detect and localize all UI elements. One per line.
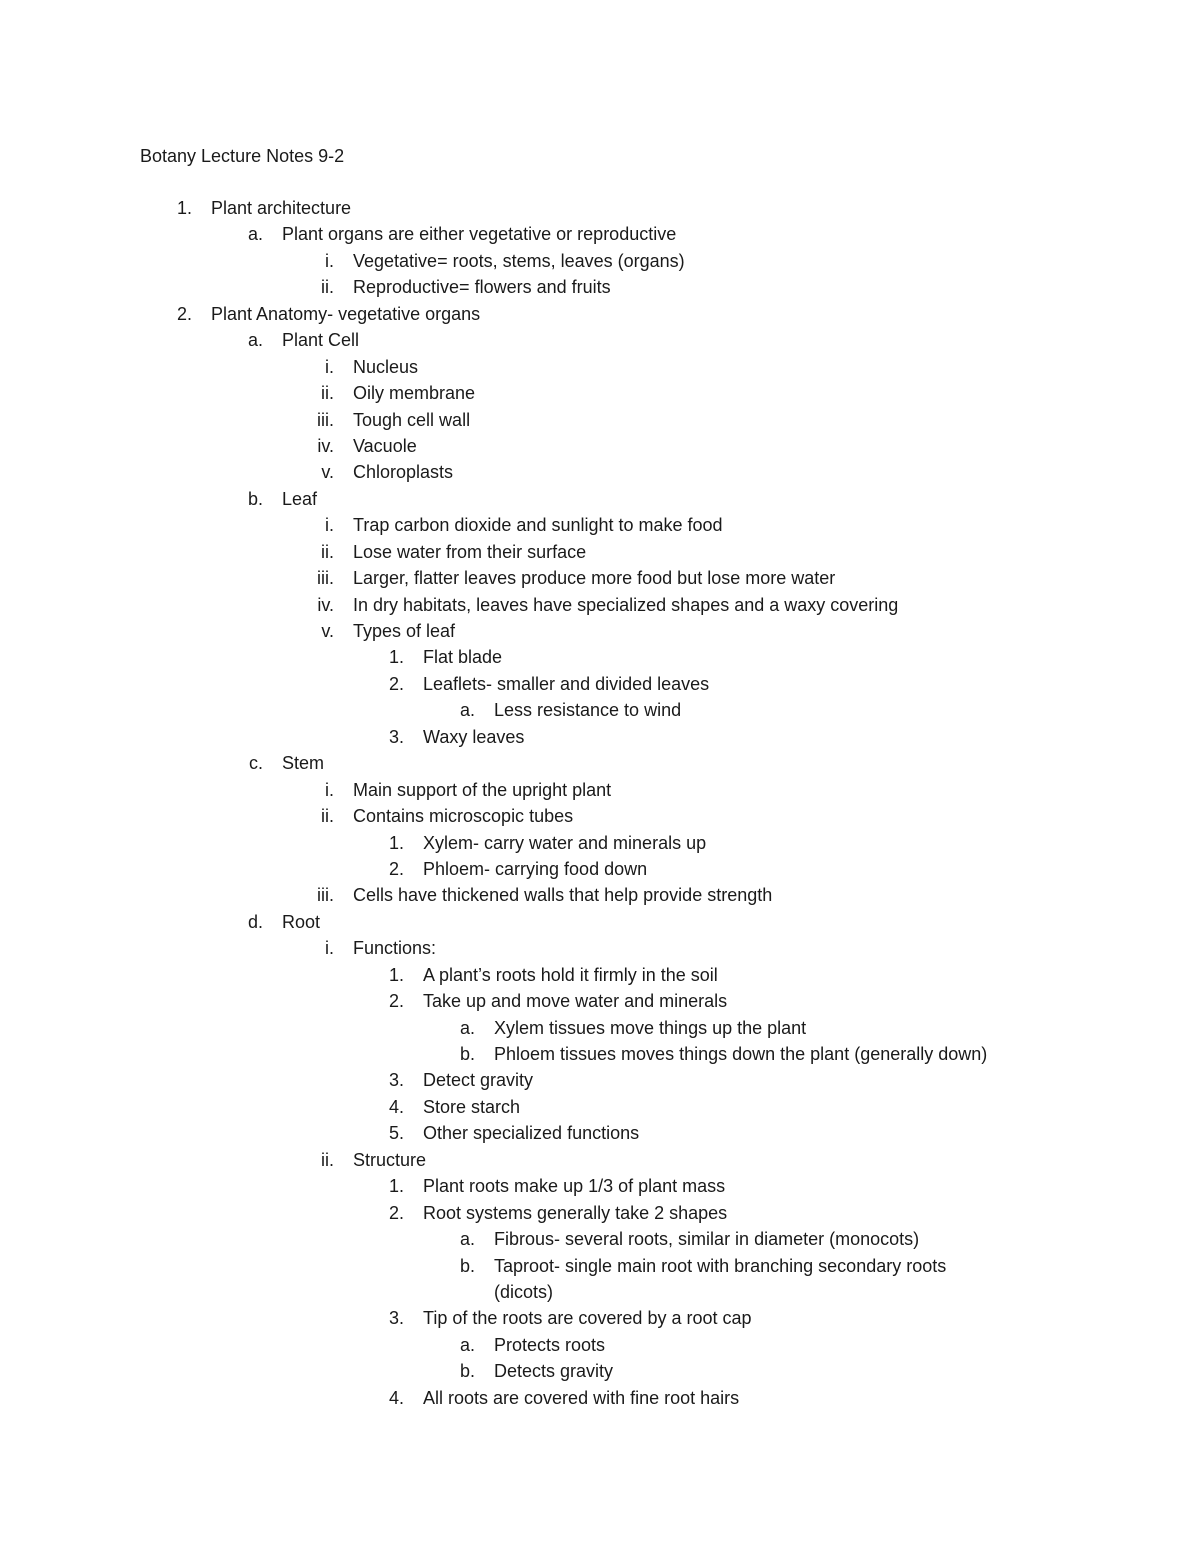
outline-item [0,962,1200,988]
outline-marker: b. [459,1361,475,1382]
outline-item [0,777,1200,803]
outline-text: Leaflets- smaller and divided leaves [423,673,710,694]
outline-text: Chloroplasts [353,462,454,483]
outline-marker: 2. [388,1202,404,1223]
outline-text: Plant roots make up 1/3 of plant mass [423,1176,726,1197]
outline-text: Trap carbon dioxide and sunlight to make food [353,515,723,536]
outline-item [0,856,1200,882]
outline-text: Flat blade [423,647,503,668]
outline-item [0,407,1200,433]
outline-text: Protects roots [494,1334,606,1355]
outline-text: Structure [353,1149,427,1170]
outline-item [0,221,1200,247]
outline-text: Other specialized functions [423,1123,640,1144]
outline-marker: v. [321,462,334,483]
outline-item [0,539,1200,565]
outline-text: Waxy leaves [423,726,525,747]
outline-item [0,459,1200,485]
outline-item [0,644,1200,670]
outline-marker: a. [459,700,475,721]
outline-marker: 2. [176,303,192,324]
outline-marker: a. [459,1334,475,1355]
outline-text: All roots are covered with fine root hairs [423,1387,740,1408]
outline-marker: 1. [176,198,192,218]
outline-item [0,988,1200,1014]
outline-item [0,327,1200,353]
outline-item [0,1147,1200,1173]
outline-item [0,1226,1200,1252]
outline-text: Vacuole [353,435,417,456]
outline-marker: 3. [388,726,404,747]
outline-marker: 5. [388,1123,404,1144]
outline-item [0,512,1200,538]
outline-text: Plant architecture [211,198,352,218]
outline-marker: 4. [388,1096,404,1117]
outline-item [0,1279,1200,1305]
outline-item [0,724,1200,750]
outline-marker: iv. [317,594,334,615]
outline-item [0,803,1200,829]
outline-text: Leaf [282,488,318,509]
outline-item [0,882,1200,908]
outline-text: Lose water from their surface [353,541,587,562]
outline-text: Xylem tissues move things up the plant [494,1017,807,1038]
outline-marker: 1. [388,1176,404,1197]
outline-item [0,301,1200,327]
outline-marker: b. [247,488,263,509]
outline-item [0,1332,1200,1358]
outline-marker: a. [247,330,263,351]
outline-marker: 3. [388,1070,404,1091]
outline-item [0,248,1200,274]
outline-item [0,830,1200,856]
outline-marker: 1. [388,647,404,668]
outline-item [0,1041,1200,1067]
outline-marker: a. [459,1229,475,1250]
outline-text: Tip of the roots are covered by a root cap [423,1308,752,1329]
outline-text: Phloem tissues moves things down the plant (generally down) [494,1044,988,1064]
outline-item [0,592,1200,618]
outline-marker: v. [321,621,334,641]
outline-text: Root [282,911,321,932]
outline-marker: 4. [388,1387,404,1408]
outline-text: Cells have thickened walls that help provide strength [353,885,773,906]
outline-marker: ii. [321,383,334,404]
outline-item [0,1253,1200,1279]
outline-marker: b. [459,1255,475,1276]
outline-text: Detects gravity [494,1361,614,1382]
outline-marker: 3. [388,1308,404,1329]
outline-marker: i. [325,515,334,536]
outline-marker: i. [325,938,334,959]
outline-text: Take up and move water and minerals [423,991,728,1012]
outline-text: A plant’s roots hold it firmly in the soil [423,964,718,985]
outline-item [0,354,1200,380]
outline-text: Xylem- carry water and minerals up [423,832,707,853]
outline-list [0,195,1200,1411]
outline-marker: 1. [388,832,404,853]
outline-marker: i. [325,356,334,377]
outline-marker: ii. [321,806,334,827]
outline-item [0,195,1200,221]
outline-text: Types of leaf [353,621,456,641]
outline-text: In dry habitats, leaves have specialized shapes and a waxy covering [353,594,899,615]
outline-marker: b. [459,1044,475,1064]
outline-marker: ii. [321,277,334,298]
outline-item [0,935,1200,961]
outline-text: Functions: [353,938,437,959]
outline-marker: 1. [388,964,404,985]
outline-text: Taproot- single main root with branching secondary roots [494,1255,947,1276]
outline-item [0,1305,1200,1331]
outline-text: Larger, flatter leaves produce more food but lose more water [353,568,836,589]
outline-text: Nucleus [353,356,419,377]
outline-marker: iii. [317,885,334,906]
outline-text: Fibrous- several roots, similar in diameter (monocots) [494,1229,920,1250]
outline-item [0,565,1200,591]
outline-item [0,1094,1200,1120]
outline-item [0,1385,1200,1411]
outline-marker: c. [248,753,263,774]
outline-text: Vegetative= roots, stems, leaves (organs) [353,250,685,271]
outline-text: Plant organs are either vegetative or reproductive [282,224,677,245]
outline-marker: ii. [321,541,334,562]
outline-marker: a. [459,1017,475,1038]
outline-text: Contains microscopic tubes [353,806,574,827]
outline-item [0,380,1200,406]
outline-text: Phloem- carrying food down [423,858,648,879]
outline-text: Store starch [423,1096,521,1117]
outline-text: Plant Cell [282,330,360,351]
outline-item [0,618,1200,644]
outline-item [0,1358,1200,1384]
outline-item [0,433,1200,459]
outline-text: Root systems generally take 2 shapes [423,1202,728,1223]
outline-item [0,1015,1200,1041]
outline-item [0,750,1200,776]
outline-text: Plant Anatomy- vegetative organs [211,303,481,324]
outline-marker: d. [247,911,263,932]
outline-marker: a. [247,224,263,245]
outline-marker: i. [325,250,334,271]
outline-marker: iii. [317,409,334,430]
outline-marker: iii. [317,568,334,589]
outline-item [0,1173,1200,1199]
outline-item [0,1200,1200,1226]
outline-text: Tough cell wall [353,409,471,430]
outline-text: Less resistance to wind [494,700,682,721]
outline-marker: i. [325,779,334,800]
outline-marker: 2. [388,673,404,694]
outline-marker: 2. [388,858,404,879]
outline-text: Main support of the upright plant [353,779,612,800]
outline-text: Oily membrane [353,383,476,404]
outline-marker: ii. [321,1149,334,1170]
outline-item [0,274,1200,300]
outline-item [0,697,1200,723]
outline-text: Reproductive= flowers and fruits [353,277,611,298]
outline-item [0,486,1200,512]
document-title: Botany Lecture Notes 9-2 [140,146,345,166]
outline-item [0,671,1200,697]
outline-item [0,1120,1200,1146]
outline-item [0,1067,1200,1093]
outline-item [0,909,1200,935]
outline-text: Detect gravity [423,1070,534,1091]
outline-marker: iv. [317,435,334,456]
outline-marker: 2. [388,991,404,1012]
outline-text: Stem [282,753,325,774]
outline-text: (dicots) [494,1281,554,1302]
